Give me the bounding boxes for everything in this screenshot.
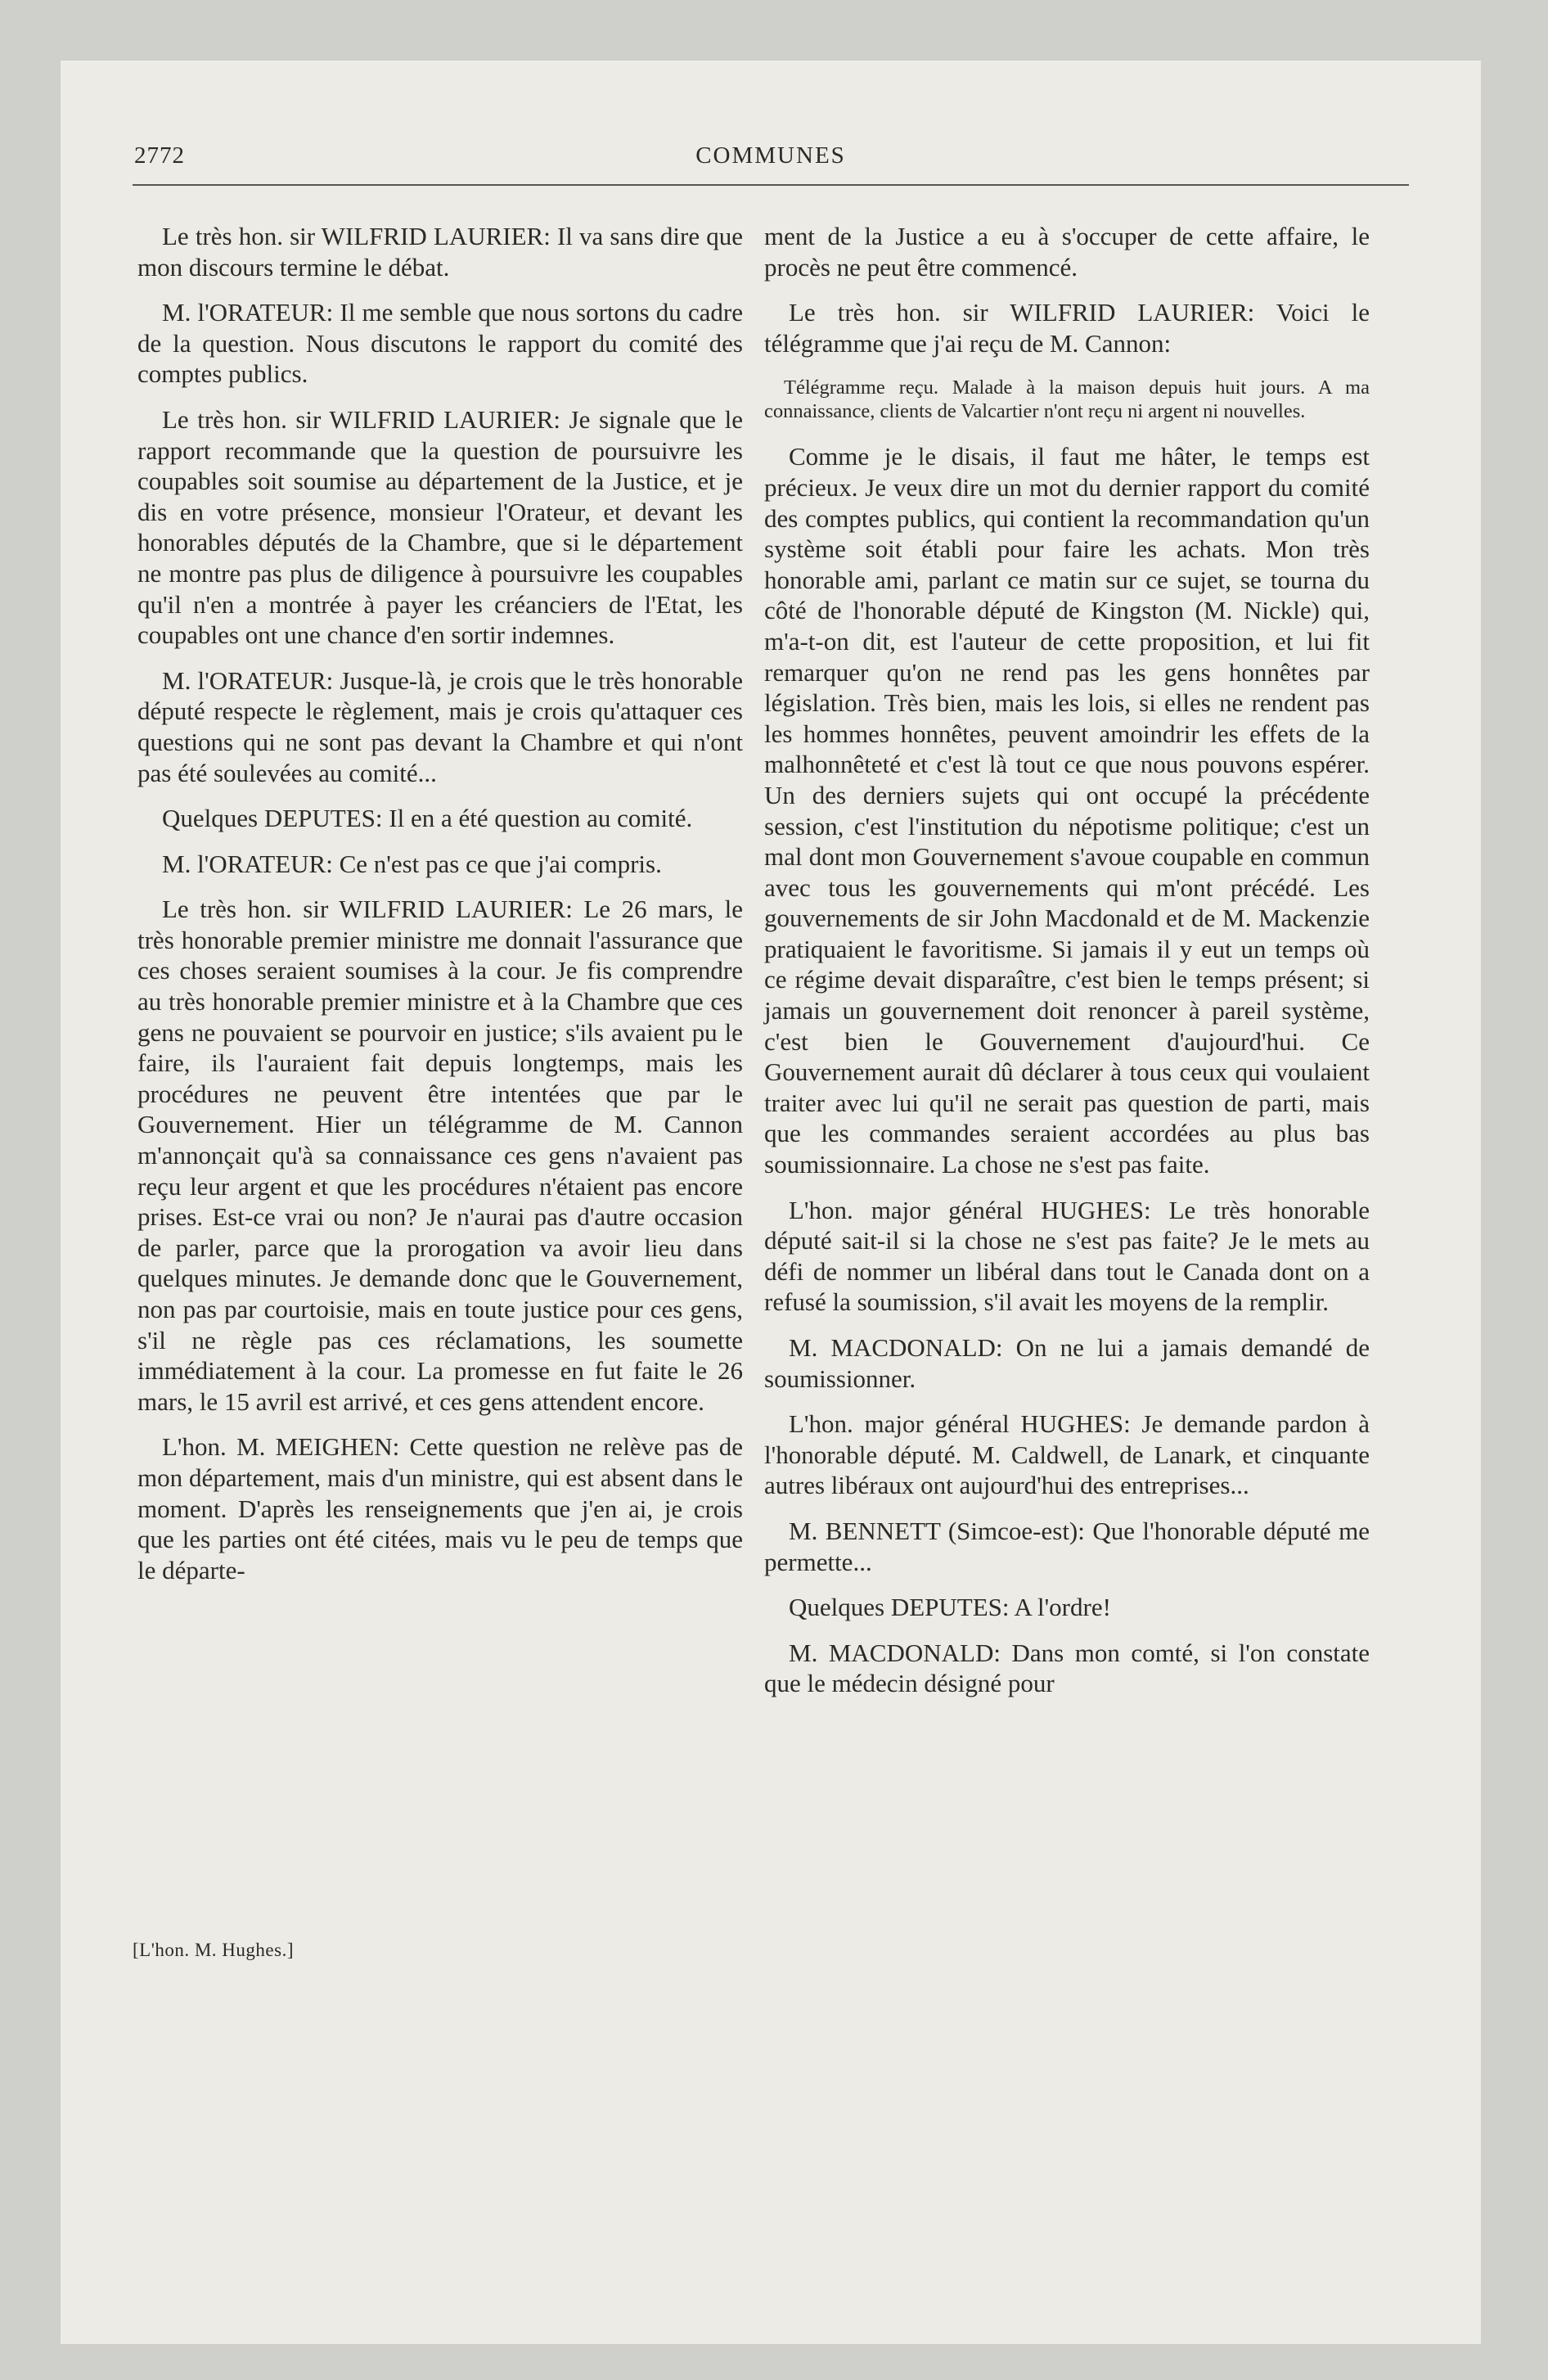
paragraph: M. MACDONALD: Dans mon comté, si l'on constate que le médecin désigné pour: [764, 1638, 1370, 1698]
paragraph: L'hon. M. MEIGHEN: Cette question ne relève pas de mon département, mais d'un ministre, qui est absent dans le moment. D'après les renseignements que j'en ai, je crois que les parties ont été citées, mais vu le peu de temps que le départe-: [137, 1432, 743, 1584]
paragraph: L'hon. major général HUGHES: Le très honorable député sait-il si la chose ne s'est pas faite? Je le mets au défi de nommer un libéral dans tout le Canada dont on a refusé la soumission, s'il avait les moyens de la remplir.: [764, 1195, 1370, 1317]
paragraph: Quelques DEPUTES: Il en a été question au comité.: [162, 804, 693, 833]
paragraph: Le très hon. sir WILFRID LAURIER: Il va sans dire que mon discours termine le débat.: [137, 222, 743, 282]
paragraph: M. l'ORATEUR: Jusque-là, je crois que le très honorable député respecte le règlement, mais je crois qu'attaquer ces questions qui ne sont pas devant la Chambre et qui n'ont pas été soulevées au comité...: [137, 665, 743, 787]
speaker-footnote: [L'hon. M. Hughes.]: [133, 1940, 294, 1960]
page-number: 2772: [134, 142, 185, 169]
paragraph: Le très hon. sir WILFRID LAURIER: Le 26 mars, le très honorable premier ministre me donnait l'assurance que ces choses seraient soumises à la cour. Je fis comprendre au très honorable premier ministre et à la Chambre que ces gens ne pouvaient se pourvoir en justice; s'ils avaient pu le faire, ils l'auraient fait depuis longtemps, mais les procédures ne peuvent être intentées que par le Gouvernement. Hier un télégramme de M. Cannon m'annonçait qu'à sa connaissance ces gens n'avaient pas reçu leur argent et que les procédures n'étaient pas encore prises. Est-ce vrai ou non? Je n'aurai pas d'autre occasion de parler, parce que la prorogation va avoir lieu dans quelques minutes. Je demande donc que le Gouvernement, non pas par courtoisie, mais en toute justice pour ces gens, s'il ne règle pas ces réclamations, les soumette immédiatement à la cour. La promesse en fut faite le 26 mars, le 15 avril est arrivé, et ces gens attendent encore.: [137, 895, 743, 1416]
paragraph: L'hon. major général HUGHES: Je demande pardon à l'honorable député. M. Caldwell, de Lanark, et cinquante autres libéraux ont aujourd'hui des entreprises...: [764, 1409, 1370, 1500]
paragraph: Le très hon. sir WILFRID LAURIER: Je signale que le rapport recommande que la question de poursuivre les coupables soit soumise au département de la Justice, et je dis en votre présence, monsieur l'Orateur, et devant les honorables députés de la Chambre, que si le département ne montre pas plus de diligence à poursuivre les coupables qu'il n'en a montrée à payer les créanciers de l'Etat, les coupables ont une chance d'en sortir indemnes.: [137, 404, 743, 650]
right-column: [764, 221, 1370, 1714]
paragraph: M. l'ORATEUR: Il me semble que nous sortons du cadre de la question. Nous discutons le rapport du comité des comptes publics.: [137, 298, 743, 389]
paragraph: M. l'ORATEUR: Ce n'est pas ce que j'ai compris.: [162, 849, 662, 878]
paragraph: Le très hon. sir WILFRID LAURIER: Voici le télégramme que j'ai reçu de M. Cannon:: [764, 298, 1370, 358]
left-column: [137, 221, 743, 1600]
paragraph: M. MACDONALD: On ne lui a jamais demandé de soumissionner.: [764, 1333, 1370, 1393]
paragraph: Comme je le disais, il faut me hâter, le temps est précieux. Je veux dire un mot du dernier rapport du comité des comptes publics, qui contient la recommandation qu'un système soit établi pour faire les achats. Mon très honorable ami, parlant ce matin sur ce sujet, se tourna du côté de l'honorable député de Kingston (M. Nickle) qui, m'a-t-on dit, est l'auteur de cette proposition, et lui fit remarquer qu'on ne rend pas les gens honnêtes par législation. Très bien, mais les lois, si elles ne rendent pas les hommes honnêtes, peuvent amoindrir les effets de la malhonnêteté et c'est là tout ce que nous pouvons espérer. Un des derniers sujets qui ont occupé la précédente session, c'est l'institution du népotisme politique; c'est un mal dont mon Gouvernement s'avoue coupable en commun avec tous les gouvernements qui m'ont précédé. Les gouvernements de sir John Macdonald et de M. Mackenzie pratiquaient le favoritisme. Si jamais il y eut un temps où ce régime devait disparaître, c'est bien le temps présent; si jamais un gouvernement doit renoncer à pareil système, c'est bien le Gouvernement d'aujourd'hui. Ce Gouvernement aurait dû déclarer à tous ceux qui voulaient traiter avec lui qu'il ne serait pas question de parti, mais que les commandes seraient accordées au plus bas soumissionnaire. La chose ne s'est pas faite.: [764, 442, 1370, 1179]
running-head: COMMUNES: [695, 142, 846, 169]
page-sheet: [61, 61, 1481, 2344]
paragraph: ment de la Justice a eu à s'occuper de cette affaire, le procès ne peut être commencé.: [764, 222, 1370, 282]
paragraph: M. BENNETT (Simcoe-est): Que l'honorable député me permette...: [764, 1516, 1370, 1576]
telegram-quote: Télégramme reçu. Malade à la maison depuis huit jours. A ma connaissance, clients de Valcartier n'ont reçu ni argent ni nouvelles.: [764, 376, 1370, 422]
paragraph: Quelques DEPUTES: A l'ordre!: [789, 1593, 1111, 1622]
header-rule: [133, 184, 1409, 186]
